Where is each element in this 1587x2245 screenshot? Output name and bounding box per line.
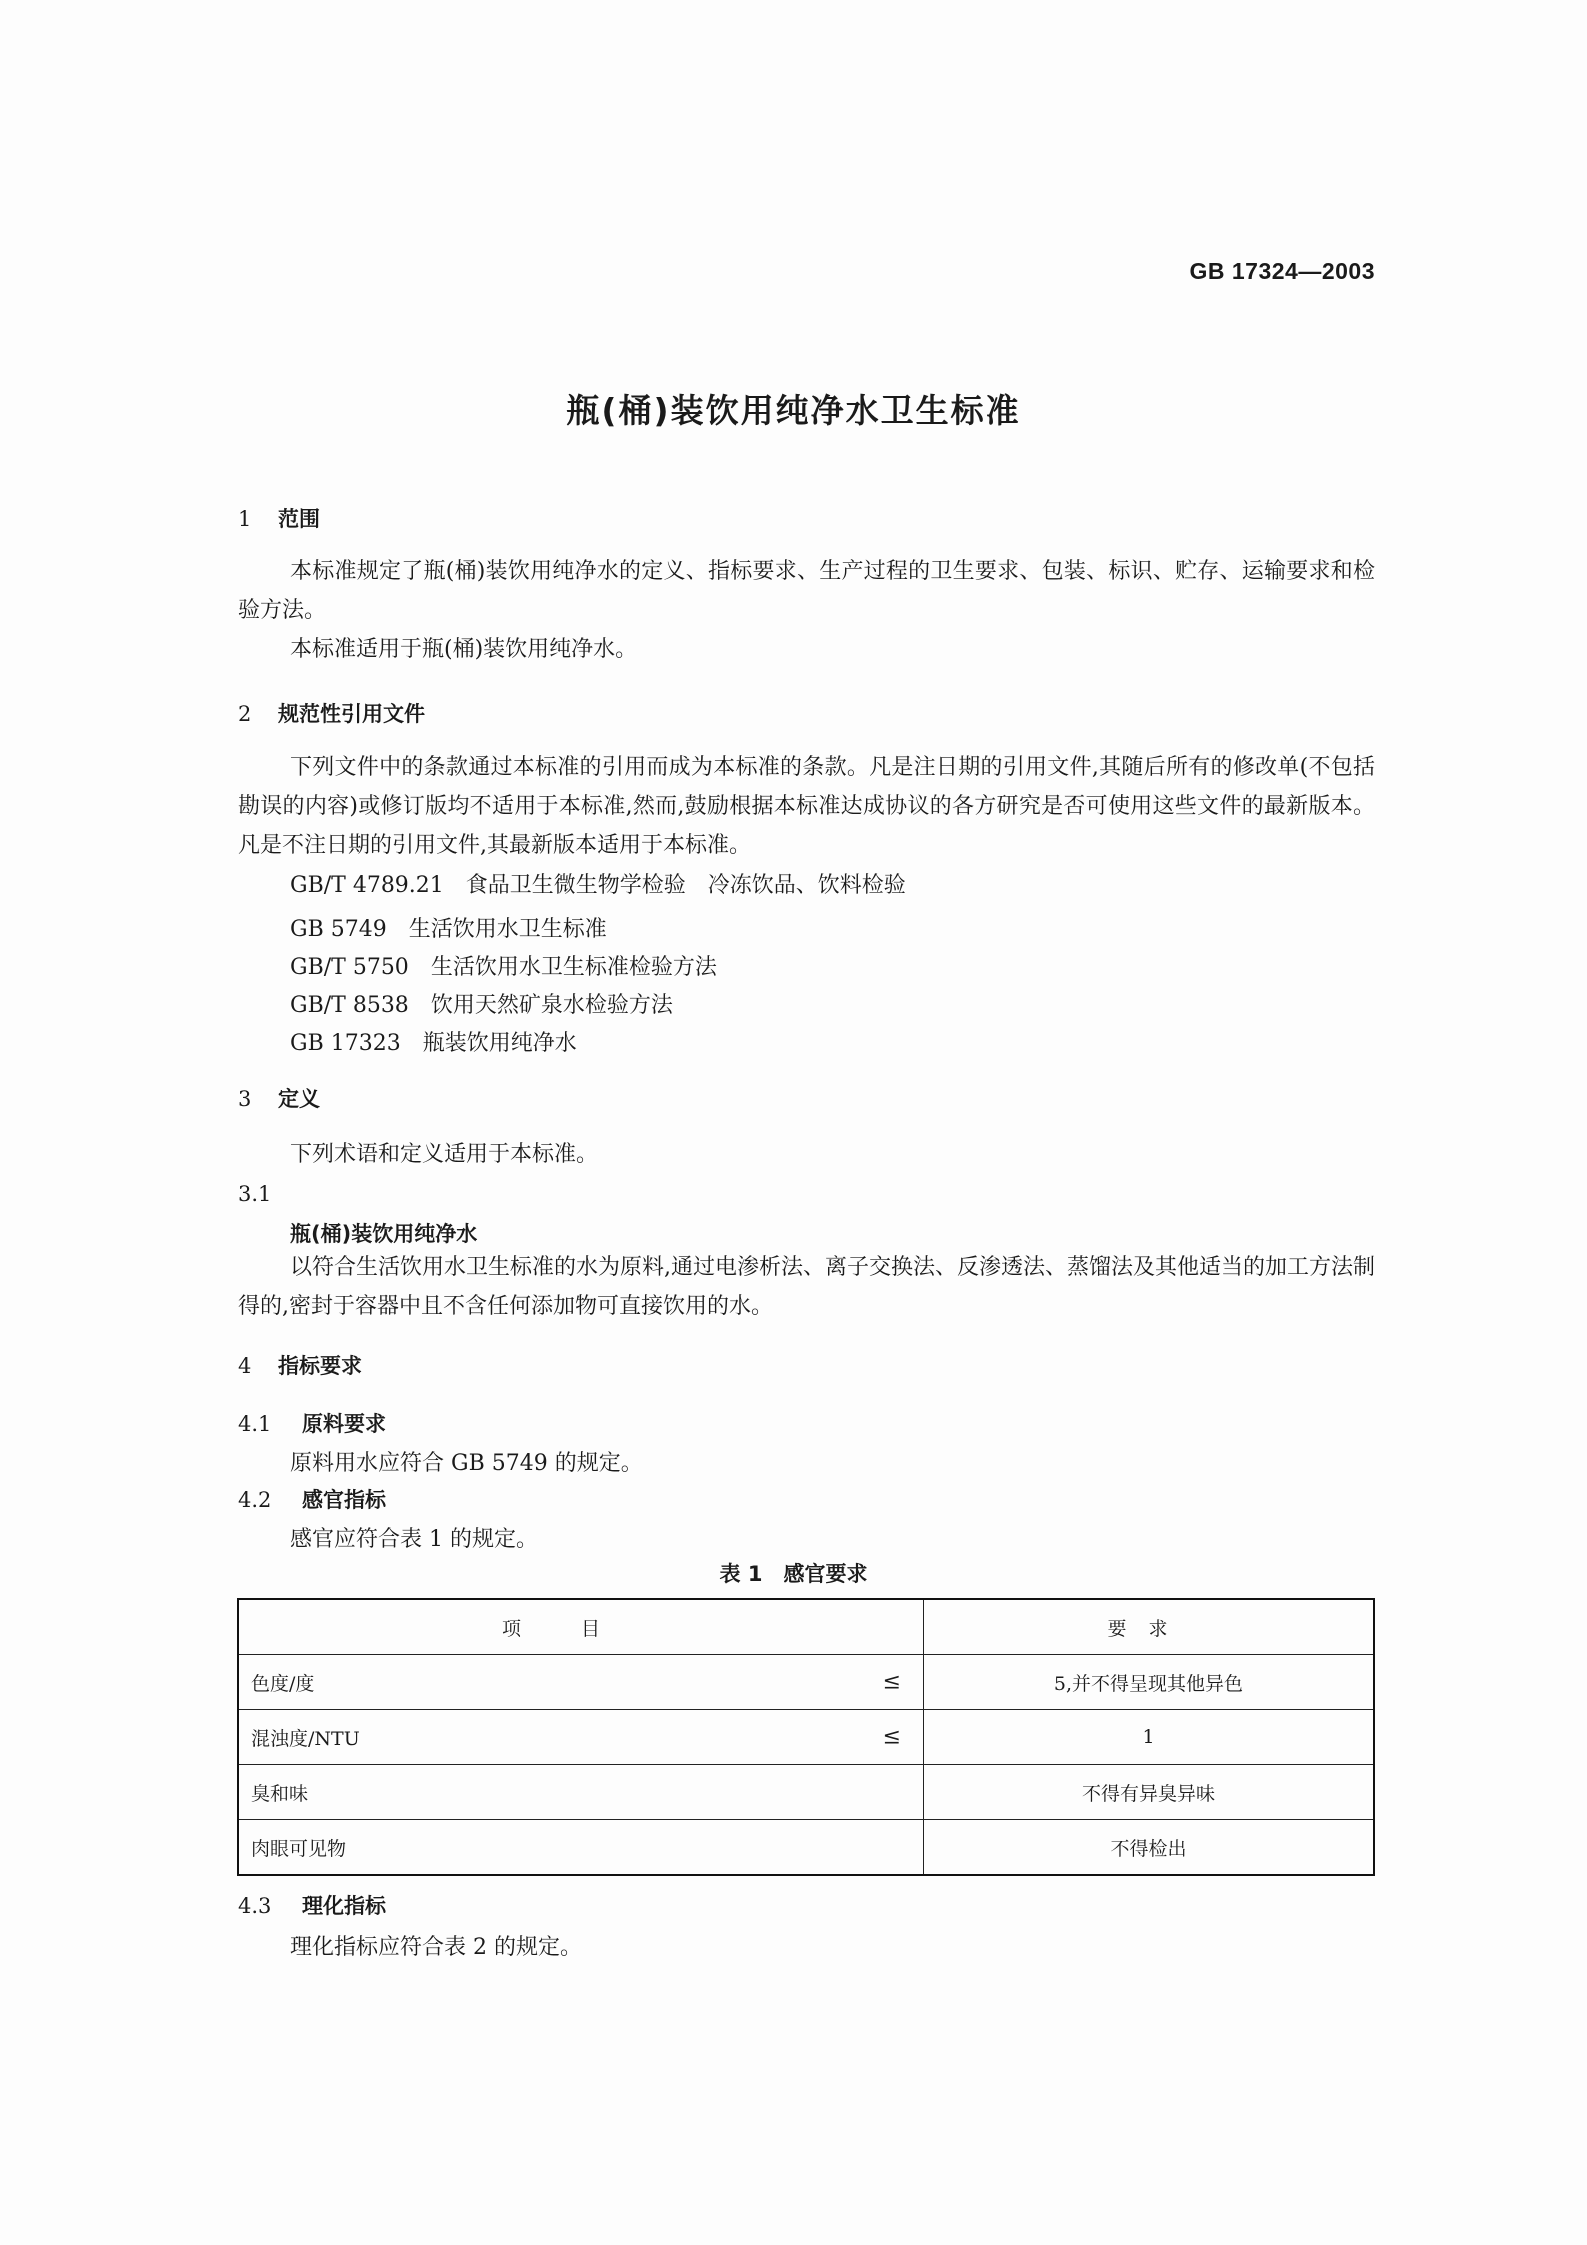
section-number: 3 xyxy=(238,1087,252,1111)
table-cell-item xyxy=(238,1820,924,1876)
reference-code: GB/T 5750 xyxy=(290,955,409,980)
section-number: 2 xyxy=(238,702,252,726)
table-cell-item xyxy=(238,1710,924,1765)
table-cell-item xyxy=(238,1655,924,1710)
table-cell-item xyxy=(238,1765,924,1820)
reference-item xyxy=(290,868,906,899)
section-2-heading xyxy=(238,698,425,728)
reference-name: 饮用天然矿泉水检验方法 xyxy=(430,993,673,1018)
subsection-4-1-text: 原料用水应符合 GB 5749 的规定。 xyxy=(290,1451,643,1476)
table-cell-requirement: 不得检出 xyxy=(924,1820,1375,1876)
table-row xyxy=(238,1655,1374,1710)
item-label: 肉眼可见物 xyxy=(251,1837,347,1860)
subsection-4-3-heading xyxy=(238,1890,386,1920)
section-4-heading xyxy=(238,1350,362,1380)
reference-name: 食品卫生微生物学检验 冷冻饮品、饮料检验 xyxy=(465,873,906,898)
section-1-paragraph-1: 本标准规定了瓶(桶)装饮用纯净水的定义、指标要求、生产过程的卫生要求、包装、标识、贮存、运输要求和检验方法。 xyxy=(238,559,1375,623)
reference-code: GB 17323 xyxy=(290,1031,401,1056)
reference-item xyxy=(290,988,673,1019)
subsection-4-1-heading xyxy=(238,1408,386,1438)
column-header-item: 项目 xyxy=(238,1599,924,1655)
section-3-paragraph-1: 下列术语和定义适用于本标准。 xyxy=(290,1142,599,1167)
reference-name: 生活饮用水卫生标准 xyxy=(408,917,607,942)
section-number: 1 xyxy=(238,507,252,531)
reference-item xyxy=(290,1026,577,1057)
subsection-title: 理化指标 xyxy=(302,1894,386,1918)
section-title: 定义 xyxy=(278,1087,320,1111)
reference-item xyxy=(290,912,607,943)
section-1-heading xyxy=(238,503,320,533)
section-title: 规范性引用文件 xyxy=(278,702,425,726)
reference-code: GB/T 8538 xyxy=(290,993,409,1018)
table-row xyxy=(238,1765,1374,1820)
section-number: 4 xyxy=(238,1354,252,1378)
table-cell-requirement: 不得有异臭异味 xyxy=(924,1765,1375,1820)
table-caption: 表 1 感官要求 xyxy=(719,1562,868,1586)
item-label: 色度/度 xyxy=(251,1672,315,1695)
subsection-title: 感官指标 xyxy=(302,1488,386,1512)
term-heading: 瓶(桶)装饮用纯净水 xyxy=(290,1222,478,1246)
section-3-heading xyxy=(238,1083,320,1113)
reference-item xyxy=(290,950,717,981)
subsection-4-2-heading xyxy=(238,1484,386,1514)
subsection-number: 4.1 xyxy=(238,1412,272,1436)
table-row xyxy=(238,1710,1374,1765)
reference-code: GB/T 4789.21 xyxy=(290,873,444,898)
item-label: 混浊度/NTU xyxy=(251,1727,360,1750)
table-header-row xyxy=(238,1599,1374,1655)
section-title: 范围 xyxy=(278,507,320,531)
standard-code: GB 17324—2003 xyxy=(1189,258,1375,284)
document-title: 瓶(桶)装饮用纯净水卫生标准 xyxy=(566,391,1021,430)
section-1-paragraph-2: 本标准适用于瓶(桶)装饮用纯净水。 xyxy=(290,637,638,662)
item-label: 臭和味 xyxy=(251,1782,309,1805)
reference-name: 生活饮用水卫生标准检验方法 xyxy=(430,955,717,980)
term-definition: 以符合生活饮用水卫生标准的水为原料,通过电渗析法、离子交换法、反渗透法、蒸馏法及其他适当的加工方法制得的,密封于容器中且不含任何添加物可直接饮用的水。 xyxy=(238,1255,1375,1319)
sensory-requirements-table xyxy=(237,1598,1375,1876)
table-cell-requirement: 1 xyxy=(924,1710,1375,1765)
operator-symbol: ≤ xyxy=(882,1669,901,1695)
subsection-number: 3.1 xyxy=(238,1182,272,1206)
table-row xyxy=(238,1820,1374,1876)
section-2-paragraph-1: 下列文件中的条款通过本标准的引用而成为本标准的条款。凡是注日期的引用文件,其随后所有的修改单(不包括勘误的内容)或修订版均不适用于本标准,然而,鼓励根据本标准达成协议的各方研究是否可使用这些文件的最新版本。凡是不注日期的引用文件,其最新版本适用于本标准。 xyxy=(238,755,1375,858)
column-header-requirement: 要求 xyxy=(924,1599,1375,1655)
table-cell-requirement: 5,并不得呈现其他异色 xyxy=(924,1655,1375,1710)
subsection-4-3-text: 理化指标应符合表 2 的规定。 xyxy=(290,1935,582,1960)
section-title: 指标要求 xyxy=(278,1354,362,1378)
subsection-4-2-text: 感官应符合表 1 的规定。 xyxy=(290,1527,538,1552)
subsection-number: 4.2 xyxy=(238,1488,272,1512)
subsection-title: 原料要求 xyxy=(302,1412,386,1436)
reference-name: 瓶装饮用纯净水 xyxy=(422,1031,577,1056)
subsection-number: 4.3 xyxy=(238,1894,272,1918)
operator-symbol: ≤ xyxy=(882,1724,901,1750)
reference-code: GB 5749 xyxy=(290,917,387,942)
